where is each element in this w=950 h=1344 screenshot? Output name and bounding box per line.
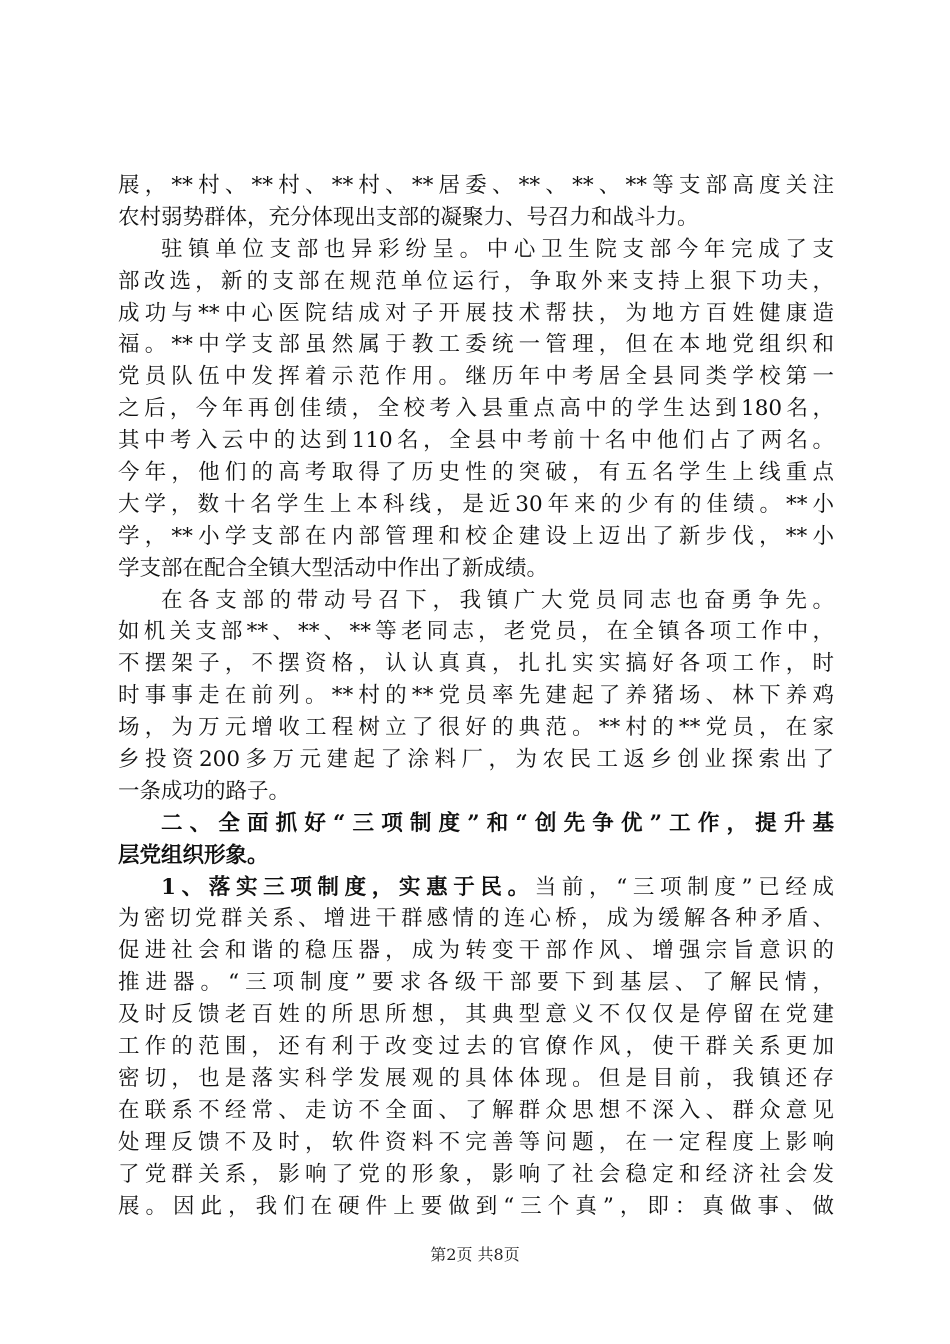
body-line: 及时反馈老百姓的所思所想，其典型意义不仅仅是停留在党建 <box>118 1002 834 1028</box>
body-line: 其中考入云中的达到110名，全县中考前十名中他们占了两名。 <box>118 428 834 454</box>
subheading: 1、落实三项制度，实惠于民。 <box>161 874 535 900</box>
body-line: 一条成功的路子。 <box>118 778 291 804</box>
body-line: 了党群关系，影响了党的形象，影响了社会稳定和经济社会发 <box>118 1161 834 1187</box>
body-line: 展。因此，我们在硬件上要做到“三个真”，即：真做事、做 <box>118 1193 834 1219</box>
body-line: 在联系不经常、走访不全面、了解群众思想不深入、群众意见 <box>118 1097 834 1123</box>
body-line: 时事事走在前列。**村的**党员率先建起了养猪场、林下养鸡 <box>118 683 834 709</box>
body-line: 福。**中学支部虽然属于教工委统一管理，但在本地党组织和 <box>118 332 834 358</box>
body-line: 不摆架子，不摆资格，认认真真，扎扎实实搞好各项工作，时 <box>118 651 834 677</box>
body-line: 之后，今年再创佳绩，全校考入县重点高中的学生达到180名， <box>118 396 834 422</box>
body-line: 展，**村、**村、**村、**居委、**、**、**等支部高度关注 <box>118 173 834 198</box>
body-line: 成功与**中心医院结成对子开展技术帮扶，为地方百姓健康造 <box>118 300 834 326</box>
body-line: 部改选，新的支部在规范单位运行，争取外来支持上狠下功夫， <box>118 268 834 294</box>
page-number-footer: 第2页 共8页 <box>430 1245 520 1264</box>
subheading-line-text: 当前，“三项制度”已经成 <box>534 874 834 900</box>
body-line: 今年，他们的高考取得了历史性的突破，有五名学生上线重点 <box>118 460 834 486</box>
body-line: 党员队伍中发挥着示范作用。继历年中考居全县同类学校第一 <box>118 364 834 390</box>
body-line: 工作的范围，还有利于改变过去的官僚作风，使干群关系更加 <box>118 1034 834 1060</box>
body-line: 促进社会和谐的稳压器，成为转变干部作风、增强宗旨意识的 <box>118 938 834 964</box>
body-line: 大学，数十名学生上本科线，是近30年来的少有的佳绩。**小 <box>118 491 834 517</box>
subheading-line <box>118 872 834 904</box>
body-line: 学，**小学支部在内部管理和校企建设上迈出了新步伐，**小 <box>118 523 834 549</box>
body-line: 场，为万元增收工程树立了很好的典范。**村的**党员，在家 <box>118 715 834 741</box>
body-line: 学支部在配合全镇大型活动中作出了新成绩。 <box>118 555 549 581</box>
document-body <box>118 170 834 1222</box>
body-line: 推进器。“三项制度”要求各级干部要下到基层、了解民情， <box>118 970 834 996</box>
body-line: 乡投资200多万元建起了涂料厂，为农民工返乡创业探索出了 <box>118 747 834 773</box>
body-line: 如机关支部**、**、**等老同志，老党员，在全镇各项工作中， <box>118 619 834 645</box>
section-heading: 二、全面抓好“三项制度”和“创先争优”工作，提升基 <box>161 810 834 836</box>
paragraph-start-line: 在各支部的带动号召下，我镇广大党员同志也奋勇争先。 <box>161 587 834 613</box>
body-line: 密切，也是落实科学发展观的具体体现。但是目前，我镇还存 <box>118 1065 834 1091</box>
body-line: 处理反馈不及时，软件资料不完善等问题，在一定程度上影响 <box>118 1129 834 1155</box>
section-heading-continued: 层党组织形象。 <box>118 842 269 868</box>
paragraph-start-line: 驻镇单位支部也异彩纷呈。中心卫生院支部今年完成了支 <box>161 236 834 262</box>
body-line: 农村弱势群体，充分体现出支部的凝聚力、号召力和战斗力。 <box>118 204 699 230</box>
body-line: 为密切党群关系、增进干群感情的连心桥，成为缓解各种矛盾、 <box>118 906 834 932</box>
